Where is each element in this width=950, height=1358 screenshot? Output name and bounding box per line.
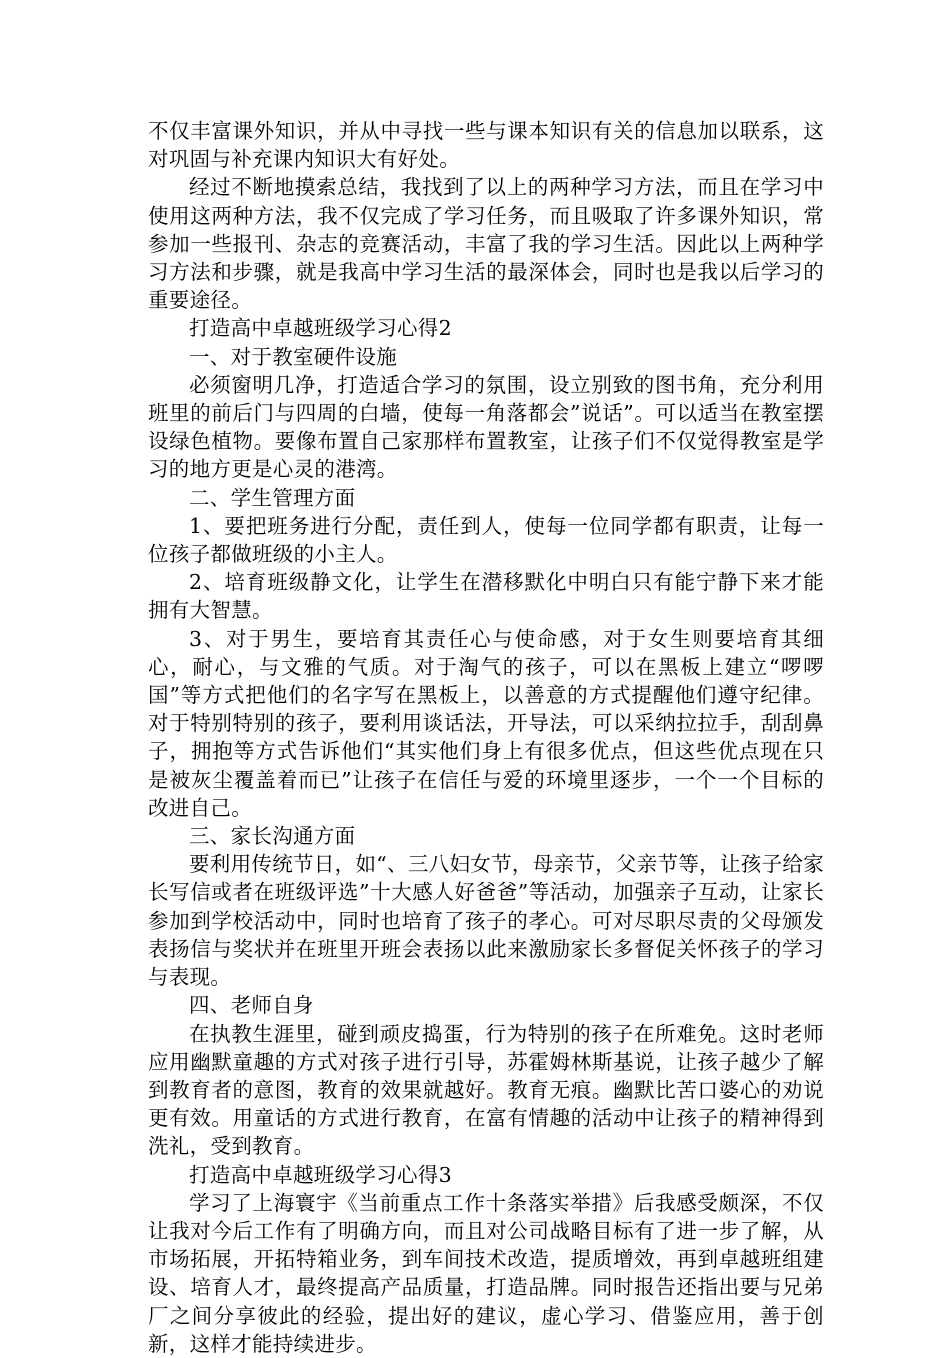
section-title-3: 打造高中卓越班级学习心得3 [189, 1162, 452, 1187]
paragraph-section-3: 学习了上海寰宇《当前重点工作十条落实举措》后我感受颇深，不仅让我对今后工作有了明确方向，而且对公司战略目标有了进一步了解，从市场拓展，开拓特箱业务，到车间技术改造，提质增效，再到卓越班组建设、培育人才，最终提高产品质量，打造品牌。同时报告还指出要与兄弟厂之间分享彼此的经验，提出好的建议，虚心学习、借鉴应用，善于创新，这样才能持续进步。 [148, 1190, 824, 1356]
paragraph-management-1: 1、要把班务进行分配，责任到人，使每一位同学都有职责，让每一位孩子都做班级的小主人。 [148, 513, 824, 567]
paragraph-parents: 要利用传统节日，如“、三八妇女节，母亲节，父亲节等，让孩子给家长写信或者在班级评选”十大感人好爸爸”等活动，加强亲子互动，让家长参加到学校活动中，同时也培育了孩子的孝心。可对尽职尽责的父母颁发表扬信与奖状并在班里开班会表扬以此来激励家长多督促关怀孩子的学习与表现。 [148, 852, 824, 990]
paragraph-management-2: 2、培育班级静文化，让学生在潜移默化中明白只有能宁静下来才能拥有大智慧。 [148, 570, 824, 623]
section-title-2: 打造高中卓越班级学习心得2 [189, 316, 452, 341]
paragraph-management-3: 3、对于男生，要培育其责任心与使命感，对于女生则要培育其细心，耐心，与文雅的气质。对于淘气的孩子，可以在黑板上建立“啰啰国”等方式把他们的名字写在黑板上，以善意的方式提醒他们遵守纪律。对于特别特别的孩子，要利用谈话法，开导法，可以采纳拉拉手，刮刮鼻子，拥抱等方式告诉他们“其实他们身上有很多优点，但这些优点现在只是被灰尘覆盖着而已”让孩子在信任与爱的环境里逐步，一个一个目标的 改进自己。 [148, 626, 824, 820]
heading-classroom-facilities: 一、对于教室硬件设施 [189, 344, 397, 369]
paragraph-teacher: 在执教生涯里，碰到顽皮捣蛋，行为特别的孩子在所难免。这时老师应用幽默童趣的方式对孩子进行引导，苏霍姆林斯基说，让孩子越少了解到教育者的意图，教育的效果就越好。教育无痕。幽默比苦口婆心的劝说更有效。用童话的方式进行教育，在富有情趣的活动中让孩子的精神得到洗礼，受到教育。 [148, 1021, 824, 1159]
paragraph-2: 经过不断地摸索总结，我找到了以上的两种学习方法，而且在学习中使用这两种方法，我不仅完成了学习任务，而且吸取了许多课外知识，常参加一些报刊、杂志的竞赛活动，丰富了我的学习生活。因此以上两种学习方法和步骤，就是我高中学习生活的最深体会，同时也是我以后学习的重要途径。 [148, 175, 824, 313]
heading-student-management: 二、学生管理方面 [189, 485, 356, 510]
document-body [148, 117, 824, 1358]
paragraph-classroom: 必须窗明几净，打造适合学习的氛围，设立别致的图书角，充分利用班里的前后门与四周的白墙，使每一角落都会”说话”。可以适当在教室摆设绿色植物。要像布置自己家那样布置教室，让孩子们不仅觉得教室是学习的地方更是心灵的港湾。 [148, 372, 824, 482]
heading-teacher-self: 四、老师自身 [189, 993, 314, 1018]
heading-parent-communication: 三、家长沟通方面 [189, 824, 356, 849]
paragraph-1: 不仅丰富课外知识，并从中寻找一些与课本知识有关的信息加以联系，这对巩固与补充课内知识大有好处。 [148, 119, 824, 172]
